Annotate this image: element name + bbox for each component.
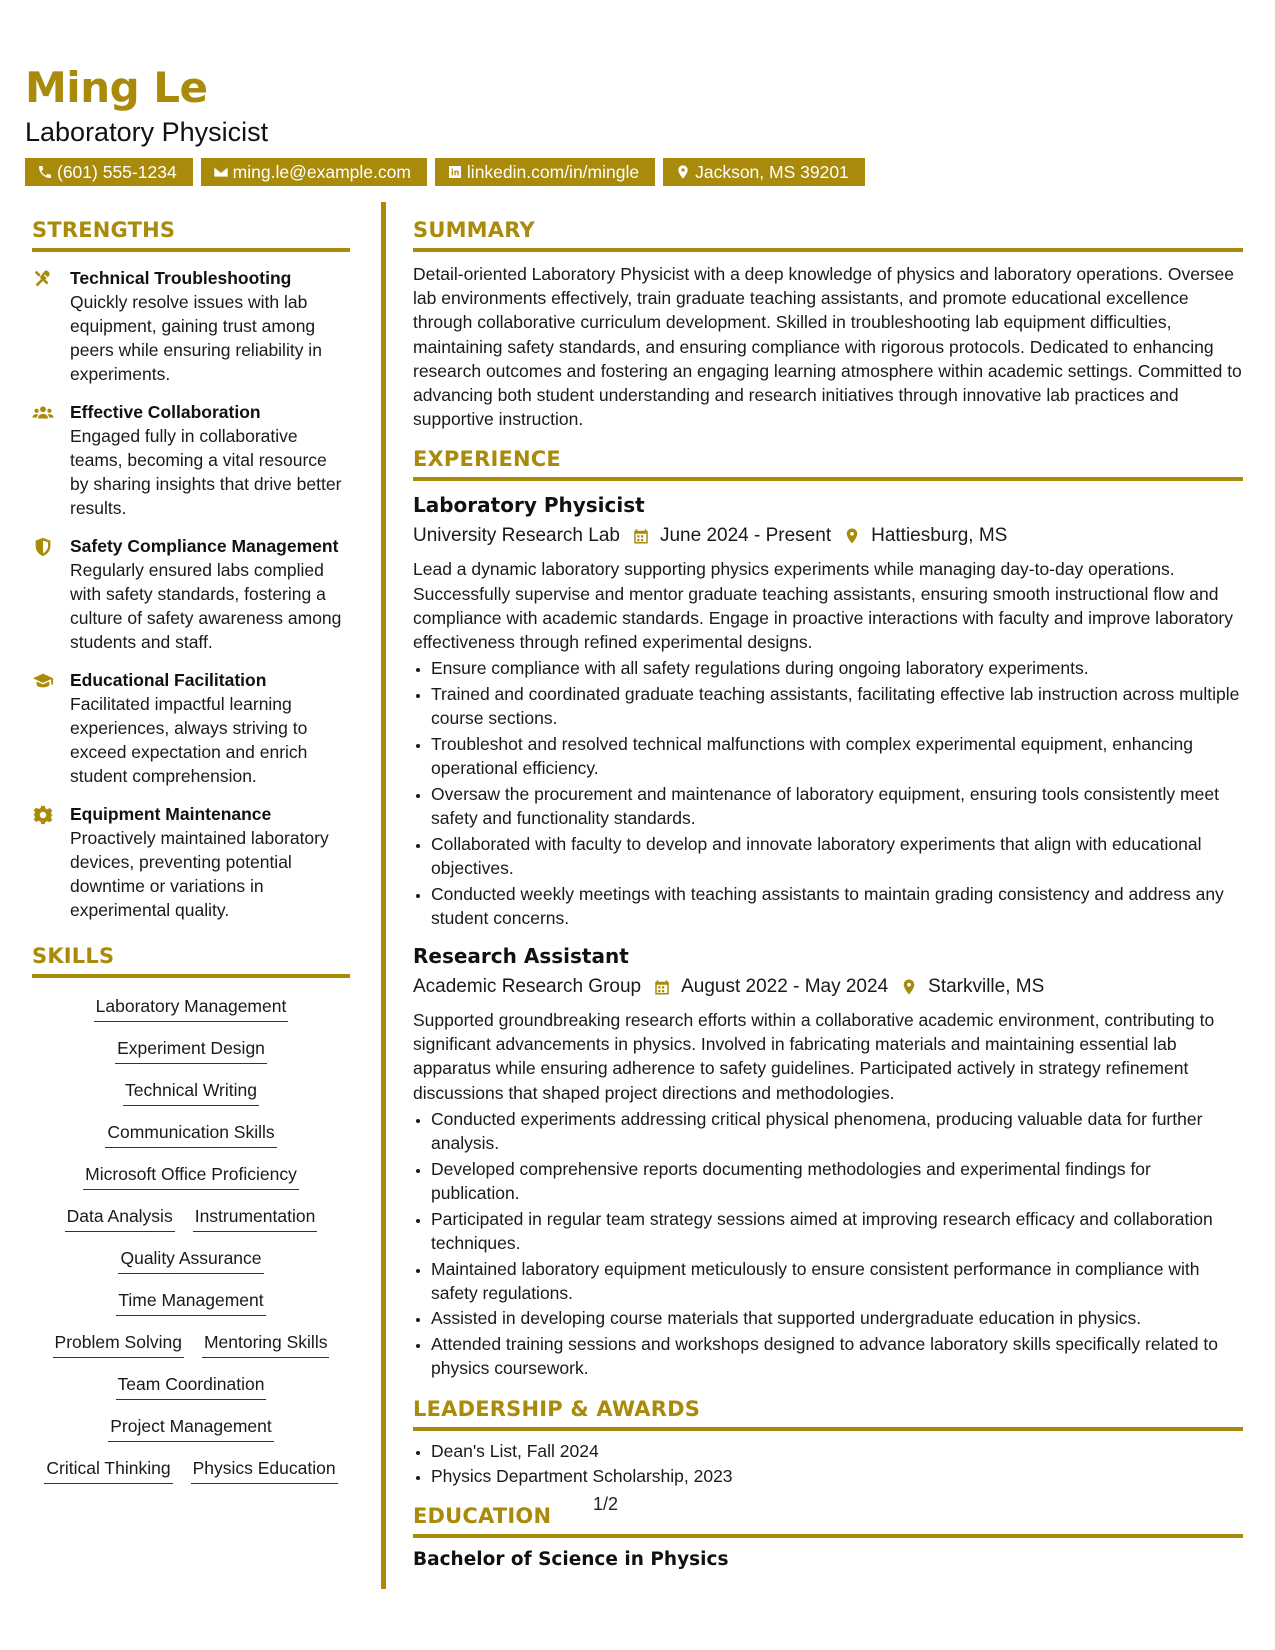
strengths-heading: STRENGTHS: [32, 216, 350, 252]
strength-desc: Regularly ensured labs complied with safety standards, fostering a culture of safety awareness among students and staff.: [70, 560, 342, 652]
job-entry: [413, 491, 1243, 930]
summary-text: Detail-oriented Laboratory Physicist with a deep knowledge of physics and laboratory operations. Oversee lab environments effectively, train graduate teaching assistants, and promote educational excellence through collaborative curriculum development. Skilled in troubleshooting lab equipment difficulties, maintaining safety standards, and ensuring compliance with rigorous protocols. Dedicated to enhancing research outcomes and fostering an engaging learning atmosphere within academic settings. Committed to advancing both student understanding and research initiatives through innovative lab practices and supportive instruction.: [413, 264, 1242, 430]
tools-icon: [32, 268, 54, 290]
skill-tag: Physics Education: [191, 1456, 338, 1484]
job-company: University Research Lab: [413, 525, 620, 547]
phone-text: (601) 555-1234: [57, 162, 177, 182]
skills-heading: SKILLS: [32, 942, 350, 978]
experience-heading: EXPERIENCE: [413, 445, 1243, 481]
job-meta: [413, 972, 1243, 1002]
map-pin-icon: [843, 527, 861, 545]
skill-tag: Team Coordination: [116, 1372, 267, 1400]
strength-item: [32, 802, 350, 922]
phone-icon: [37, 164, 53, 180]
job-description: Supported groundbreaking research efforts within a collaborative academic environment, contributing to significant advancements in physics. Involved in fabricating materials and maintaining essential lab apparatus while ensuring adherence to safety guidelines. Participated actively in strategy refinement discussions that shaped project directions and methodologies.: [413, 1009, 1215, 1103]
email-text: ming.le@example.com: [232, 162, 411, 182]
strength-title: Educational Facilitation: [70, 670, 267, 690]
candidate-title: Laboratory Physicist: [25, 117, 269, 147]
skill-tag: Critical Thinking: [44, 1456, 172, 1484]
linkedin-icon: [447, 164, 463, 180]
skill-tag: Communication Skills: [105, 1120, 276, 1148]
left-column: [32, 216, 350, 1484]
list-item: • Trained and coordinated graduate teaching assistants, facilitating effective lab instruction across multiple course sections.: [431, 682, 1243, 730]
contact-location: [663, 158, 865, 186]
job-title: Research Assistant: [413, 943, 629, 968]
location-text: Jackson, MS 39201: [695, 162, 849, 182]
shield-icon: [32, 536, 54, 558]
awards-list: [413, 1439, 1243, 1489]
job-title: Laboratory Physicist: [413, 493, 645, 518]
skill-tag: Laboratory Management: [94, 994, 289, 1022]
strength-title: Equipment Maintenance: [70, 804, 272, 824]
job-location: Starkville, MS: [928, 975, 1045, 997]
skill-tag: Technical Writing: [123, 1078, 259, 1106]
skill-tag: Microsoft Office Proficiency: [83, 1162, 299, 1190]
list-item: • Collaborated with faculty to develop and innovate laboratory experiments that align with educational objectives.: [431, 832, 1243, 880]
contact-email[interactable]: [201, 158, 427, 186]
users-icon: [32, 402, 54, 424]
list-item: • Assisted in developing course materials that supported undergraduate education in physics.: [431, 1306, 1243, 1330]
job-dates: June 2024 - Present: [659, 525, 832, 547]
list-item: • Participated in regular team strategy sessions aimed at improving research efficacy and collaboration techniques.: [431, 1207, 1243, 1255]
list-item: • Oversaw the procurement and maintenance of laboratory equipment, ensuring tools consistently meet safety and functionality standards.: [431, 782, 1243, 830]
contact-bar: [25, 158, 1255, 186]
list-item: • Conducted experiments addressing critical physical phenomena, producing valuable data for further analysis.: [431, 1107, 1243, 1155]
list-item: • Dean's List, Fall 2024: [431, 1439, 1243, 1463]
candidate-name: Ming Le: [25, 63, 208, 112]
summary-heading: SUMMARY: [413, 216, 1243, 252]
strength-title: Effective Collaboration: [70, 402, 261, 422]
skill-tag: Instrumentation: [193, 1204, 318, 1232]
resume-header: [25, 62, 1255, 186]
strength-desc: Facilitated impactful learning experiences, always striving to exceed expectation and enrich student comprehension.: [70, 694, 308, 786]
job-location: Hattiesburg, MS: [871, 525, 1008, 547]
page-number: 1/2: [593, 1494, 619, 1514]
awards-heading: LEADERSHIP & AWARDS: [413, 1395, 1243, 1431]
linkedin-text: linkedin.com/in/mingle: [466, 162, 640, 182]
job-meta: [413, 521, 1243, 551]
list-item: • Physics Department Scholarship, 2023: [431, 1464, 1243, 1488]
skill-tag: Experiment Design: [115, 1036, 267, 1064]
strength-desc: Proactively maintained laboratory devices, preventing potential downtime or variations in experimental quality.: [70, 828, 329, 920]
right-column: [413, 216, 1243, 1574]
strength-desc: Quickly resolve issues with lab equipment, gaining trust among peers while ensuring reliability in experiments.: [70, 292, 322, 384]
calendar-icon: [632, 527, 650, 545]
job-description: Lead a dynamic laboratory supporting physics experiments while managing day-to-day operations. Successfully supervise and mentor graduate teaching assistants, ensuring smooth instructional flow and compliance with academic standards. Engage in proactive interactions with faculty and improve laboratory effectiveness through refined experimental designs.: [413, 559, 1234, 653]
list-item: • Ensure compliance with all safety regulations during ongoing laboratory experiments.: [431, 656, 1243, 680]
envelope-icon: [213, 164, 229, 180]
skill-tag: Time Management: [116, 1288, 265, 1316]
skill-tag: Project Management: [108, 1414, 273, 1442]
strength-title: Technical Troubleshooting: [70, 268, 292, 288]
skill-tag: Data Analysis: [65, 1204, 175, 1232]
list-item: • Developed comprehensive reports documenting methodologies and experimental findings for publication.: [431, 1157, 1243, 1205]
skill-tag: Problem Solving: [53, 1330, 184, 1358]
skill-tag: Mentoring Skills: [202, 1330, 330, 1358]
education-heading: EDUCATION: [413, 1502, 1243, 1538]
calendar-icon: [653, 978, 671, 996]
job-dates: August 2022 - May 2024: [681, 975, 889, 997]
strength-item: [32, 534, 350, 654]
skills-list: [32, 994, 350, 1484]
gear-icon: [32, 804, 54, 826]
skill-tag: Quality Assurance: [118, 1246, 263, 1274]
map-pin-icon: [900, 978, 918, 996]
job-bullets: [413, 1107, 1243, 1381]
degree-title: Bachelor of Science in Physics: [413, 1549, 729, 1571]
contact-linkedin[interactable]: [435, 158, 655, 186]
contact-phone[interactable]: [25, 158, 193, 186]
job-bullets: [413, 656, 1243, 930]
list-item: • Conducted weekly meetings with teaching assistants to maintain grading consistency and address any student concerns.: [431, 882, 1243, 930]
map-pin-icon: [675, 164, 691, 180]
job-company: Academic Research Group: [413, 975, 642, 997]
job-entry: [413, 942, 1243, 1381]
strength-item: [32, 266, 350, 386]
list-item: • Troubleshot and resolved technical malfunctions with complex experimental equipment, enhancing operational efficiency.: [431, 732, 1243, 780]
strength-item: [32, 400, 350, 520]
strength-desc: Engaged fully in collaborative teams, becoming a vital resource by sharing insights that drive better results.: [70, 426, 342, 518]
list-item: • Maintained laboratory equipment meticulously to ensure consistent performance in compliance with safety regulations.: [431, 1257, 1243, 1305]
list-item: • Attended training sessions and workshops designed to advance laboratory skills specifically related to physics coursework.: [431, 1332, 1243, 1380]
strength-title: Safety Compliance Management: [70, 536, 339, 556]
strength-item: [32, 668, 350, 788]
graduation-cap-icon: [32, 670, 54, 692]
column-divider: [381, 202, 386, 1589]
